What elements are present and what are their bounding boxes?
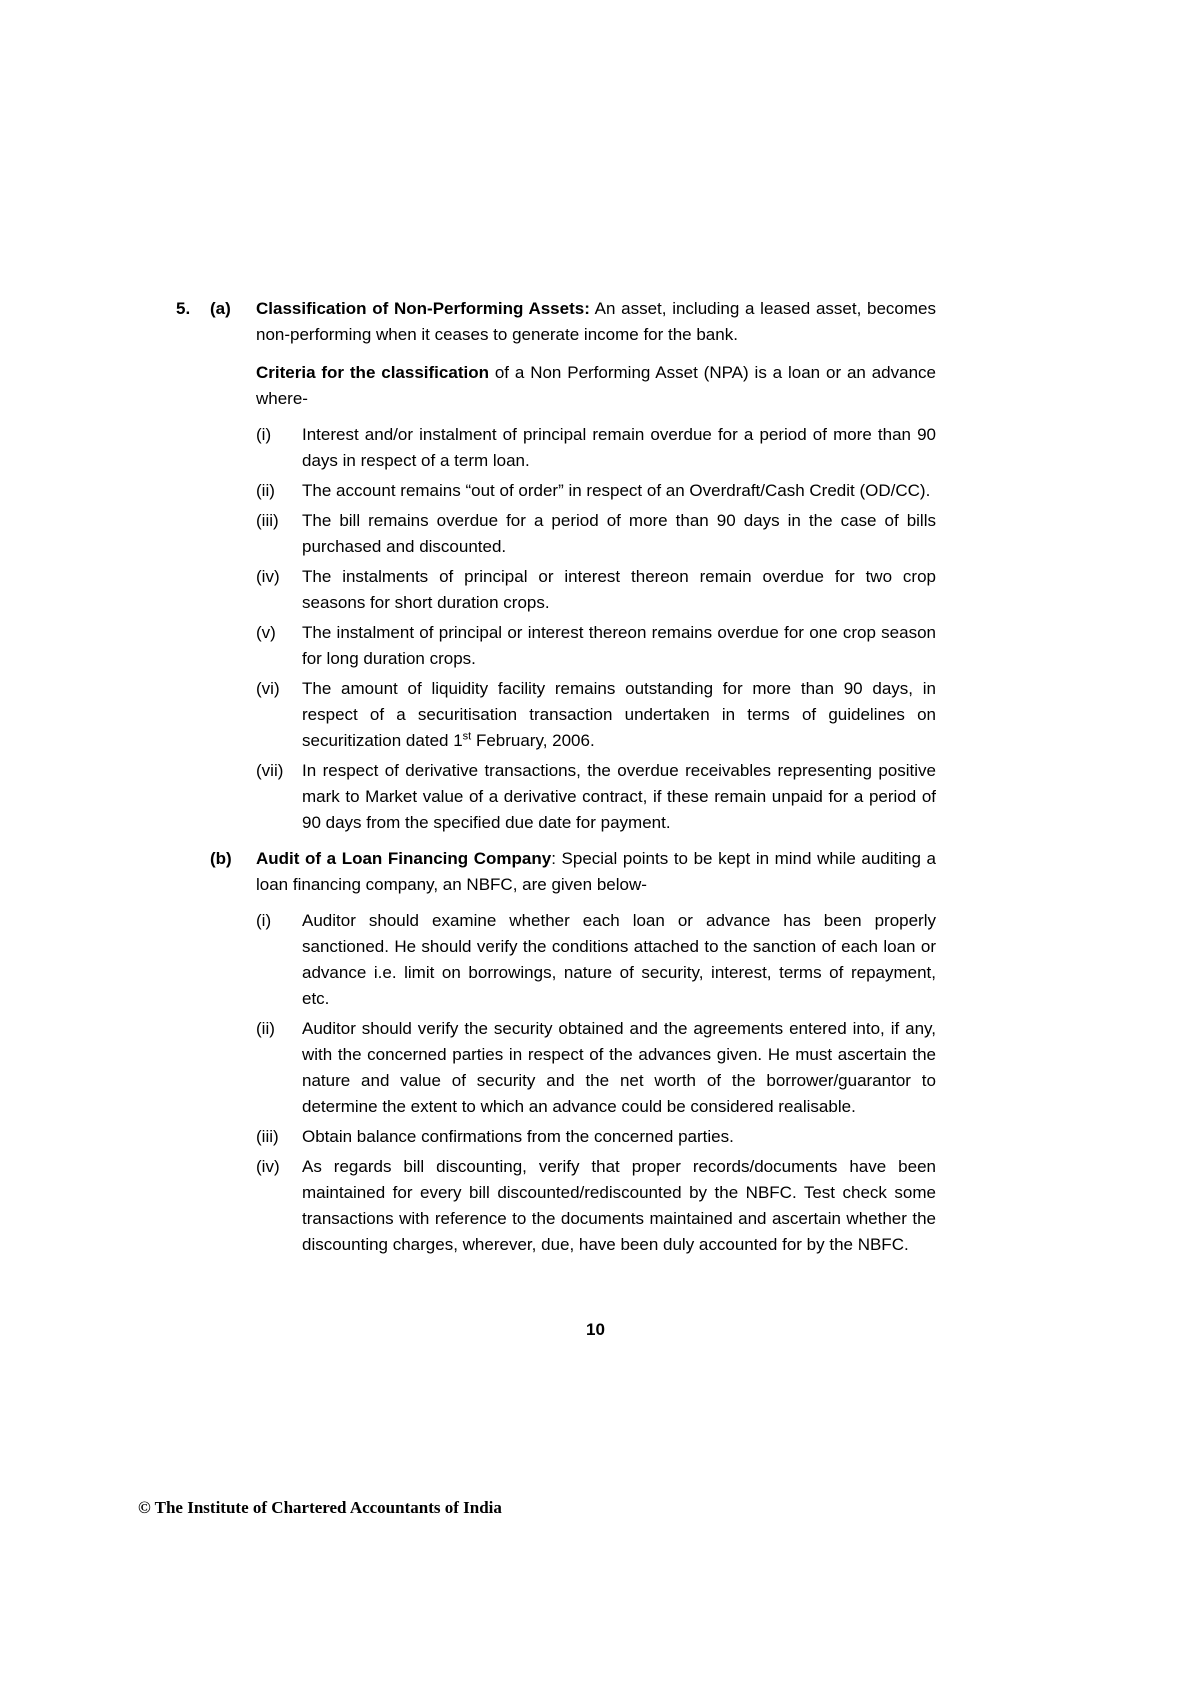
part-a-second-heading-rest: of a Non Performing Asset (NPA) is a loan or an advance where- bbox=[256, 363, 936, 408]
copyright-footer: © The Institute of Chartered Accountants of India bbox=[138, 1498, 502, 1517]
part-a-intro bbox=[256, 296, 936, 348]
page-number: 10 bbox=[586, 1320, 605, 1339]
list-item-text: The instalment of principal or interest thereon remains overdue for one crop season for long duration crops. bbox=[302, 623, 936, 668]
list-item-text: In respect of derivative transactions, the overdue receivables representing positive mark to Market value of a derivative contract, if these remain unpaid for a period of 90 days from the specified due date for payment. bbox=[302, 761, 936, 832]
part-b-heading-rest: : Special points to be kept in mind while auditing a loan financing company, an NBFC, are given below- bbox=[256, 849, 936, 894]
list-item-marker: (i) bbox=[256, 425, 272, 444]
list-item bbox=[256, 1016, 936, 1120]
part-a-list bbox=[256, 422, 936, 836]
list-item bbox=[256, 478, 936, 504]
list-item-text-before: The amount of liquidity facility remains outstanding for more than 90 days, in respect of a securitisation transaction undertaken in terms of guidelines on securitization dated 1 bbox=[302, 679, 936, 750]
list-item-text: Auditor should examine whether each loan or advance has been properly sanctioned. He should verify the conditions attached to the sanction of each loan or advance i.e. limit on borrowings, nature of security, interest, terms of repayment, etc. bbox=[302, 911, 936, 1008]
part-b-intro bbox=[256, 846, 936, 898]
part-b-heading: Audit of a Loan Financing Company bbox=[256, 849, 552, 868]
list-item bbox=[256, 758, 936, 836]
list-item-marker: (iii) bbox=[256, 1127, 279, 1146]
superscript-st: st bbox=[462, 730, 472, 743]
list-item-text: The account remains “out of order” in respect of an Overdraft/Cash Credit (OD/CC). bbox=[302, 481, 931, 500]
list-item-marker: (ii) bbox=[256, 1019, 275, 1038]
list-item bbox=[256, 1124, 936, 1150]
list-item bbox=[256, 908, 936, 1012]
list-item-marker: (iv) bbox=[256, 567, 280, 586]
list-item-text: Auditor should verify the security obtained and the agreements entered into, if any, with the concerned parties in respect of the advances given. He must ascertain the nature and value of security and the net worth of the borrower/guarantor to determine the extent to which an advance could be considered realisable. bbox=[302, 1019, 936, 1116]
list-item-text-after: February, 2006. bbox=[471, 731, 595, 750]
part-a-heading: Classification of Non-Performing Assets: bbox=[256, 299, 590, 318]
list-item-text: As regards bill discounting, verify that proper records/documents have been maintained for every bill discounted/rediscounted by the NBFC. Test check some transactions with reference to the documents maintained and ascertain whether the discounting charges, wherever, due, have been duly accounted for by the NBFC. bbox=[302, 1157, 936, 1254]
list-item-marker: (ii) bbox=[256, 481, 275, 500]
part-a-criteria-paragraph bbox=[256, 360, 936, 412]
list-item-text: The instalments of principal or interest thereon remain overdue for two crop seasons for short duration crops. bbox=[302, 567, 936, 612]
list-item bbox=[256, 676, 936, 754]
part-a-second-heading: Criteria for the classification bbox=[256, 363, 489, 382]
list-item-marker: (i) bbox=[256, 911, 272, 930]
list-item bbox=[256, 620, 936, 672]
list-item-marker: (iv) bbox=[256, 1157, 280, 1176]
part-marker-a: (a) bbox=[210, 299, 231, 318]
list-item-text bbox=[302, 676, 936, 754]
part-b-list bbox=[256, 908, 936, 1258]
list-item-marker: (v) bbox=[256, 623, 276, 642]
list-item bbox=[256, 1154, 936, 1258]
part-marker-b: (b) bbox=[210, 849, 232, 868]
list-item bbox=[256, 422, 936, 474]
question-part-b bbox=[176, 846, 936, 898]
list-item bbox=[256, 508, 936, 560]
question-number: 5. bbox=[176, 299, 191, 318]
list-item-marker: (vii) bbox=[256, 761, 284, 780]
list-item bbox=[256, 564, 936, 616]
list-item-marker: (vi) bbox=[256, 679, 280, 698]
question-part-a bbox=[176, 296, 936, 348]
list-item-text: Interest and/or instalment of principal remain overdue for a period of more than 90 days in respect of a term loan. bbox=[302, 425, 936, 470]
list-item-marker: (iii) bbox=[256, 511, 279, 530]
list-item-text: Obtain balance confirmations from the concerned parties. bbox=[302, 1127, 734, 1146]
part-a-heading-rest: An asset, including a leased asset, becomes non-performing when it ceases to generate income for the bank. bbox=[256, 299, 937, 344]
document-body bbox=[176, 296, 936, 1262]
list-item-text: The bill remains overdue for a period of more than 90 days in the case of bills purchased and discounted. bbox=[302, 511, 936, 556]
